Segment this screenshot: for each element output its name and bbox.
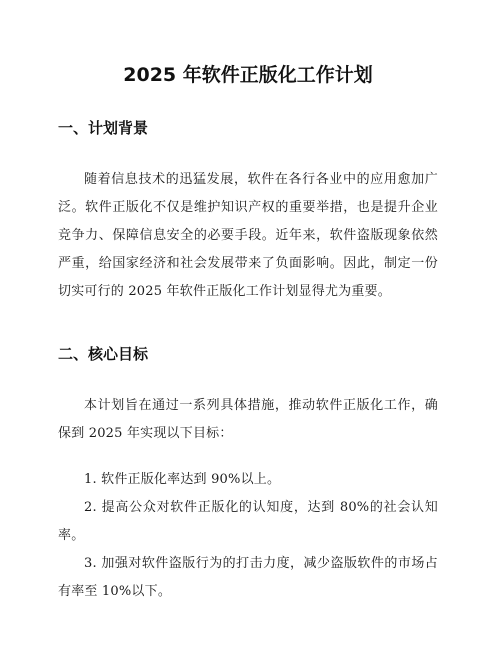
goals-list bbox=[58, 466, 438, 606]
list-item: 1. 软件正版化率达到 90%以上。 bbox=[84, 472, 281, 487]
section-heading-background: 一、计划背景 bbox=[58, 119, 149, 137]
document-title: 2025 年软件正版化工作计划 bbox=[123, 64, 373, 86]
background-paragraph: 随着信息技术的迅猛发展，软件在各行各业中的应用愈加广泛。软件正版化不仅是维护知识产权的重要举措，也是提升企业竞争力、保障信息安全的必要手段。近年来，软件盗版现象依然严重，给国家经济和社会发展带来了负面影响。因此，制定一份切实可行的 2025 年软件正版化工作计划显得尤为重要。 bbox=[58, 172, 438, 299]
list-item: 2. 提高公众对软件正版化的认知度，达到 80%的社会认知率。 bbox=[58, 500, 438, 543]
section-heading-goals: 二、核心目标 bbox=[58, 345, 149, 363]
list-item: 3. 加强对软件盗版行为的打击力度，减少盗版软件的市场占有率至 10%以下。 bbox=[58, 556, 438, 599]
goals-intro-paragraph: 本计划旨在通过一系列具体措施，推动软件正版化工作，确保到 2025 年实现以下目标： bbox=[58, 398, 438, 441]
